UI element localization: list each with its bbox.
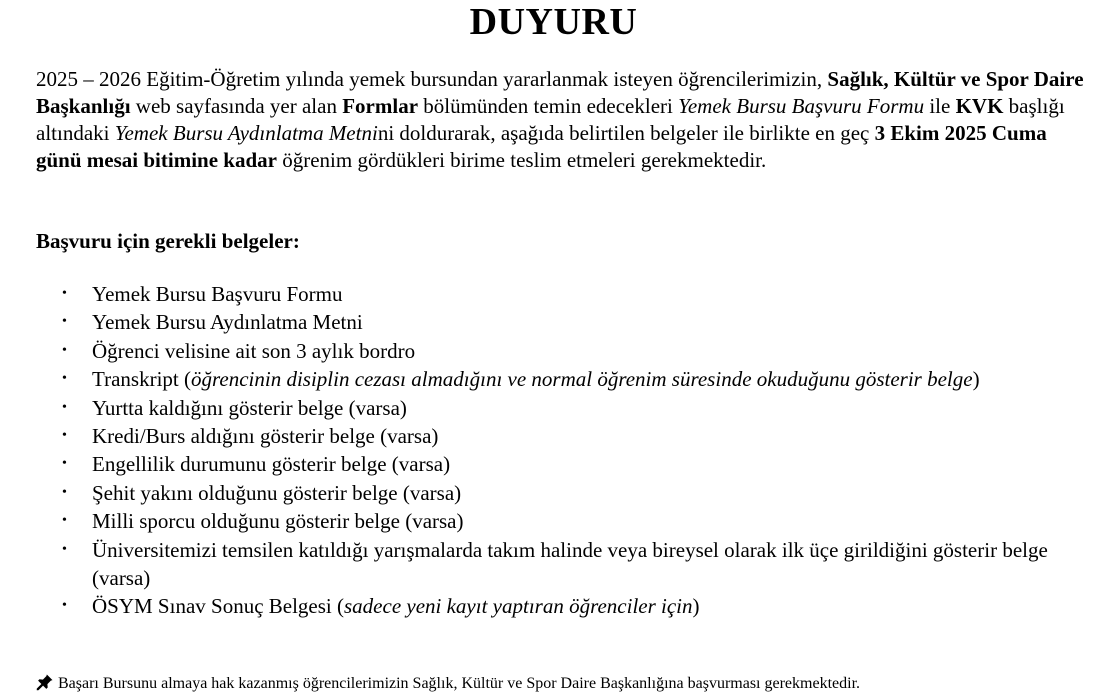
list-item-italic: öğrencinin disiplin cezası almadığını ve normal öğrenim süresinde okuduğunu gösterir belge (190, 367, 973, 392)
bullet-icon: • (62, 484, 67, 500)
bullet-icon: • (62, 314, 67, 330)
intro-text: 2025 – 2026 Eğitim-Öğretim yılında yemek bursundan yararlanmak isteyen öğrencilerimizin, (36, 67, 828, 91)
list-item (62, 592, 1097, 620)
list-item-text: Yurtta kaldığını gösterir belge (varsa) (92, 395, 407, 420)
list-item-italic: sadece yeni kayıt yaptıran öğrenciler için (344, 594, 693, 619)
list-item-text: Öğrenci velisine ait son 3 aylık bordro (92, 338, 416, 363)
bullet-icon: • (62, 399, 67, 415)
list-item-text: Milli sporcu olduğunu gösterir belge (varsa) (92, 509, 464, 534)
intro-text: ile (924, 94, 956, 118)
list-item-text: Şehit yakını olduğunu gösterir belge (varsa) (92, 480, 462, 505)
bullet-icon: • (62, 286, 67, 301)
intro-text: öğrenim gördükleri birime teslim etmeleri gerekmektedir. (276, 148, 767, 172)
intro-text: ni doldurarak, aşağıda belirtilen belgeler ile birlikte en geç (377, 121, 875, 145)
intro-text: başlığı altındaki (36, 94, 1065, 145)
list-item (62, 337, 1097, 365)
intro-text: bölümünden temin edecekleri (418, 94, 679, 118)
list-item-text: ) (692, 594, 700, 619)
intro-paragraph (36, 66, 1096, 174)
intro-italic-form-name: Yemek Bursu Başvuru Formu (678, 94, 925, 118)
list-item (62, 308, 1097, 336)
intro-bold-department: Sağlık, Kültür ve Spor Daire Başkanlığı (36, 67, 1084, 118)
list-item (62, 450, 1097, 478)
intro-bold-forms: Formlar (342, 94, 419, 118)
intro-italic-disclosure-name: Yemek Bursu Aydınlatma Metni (114, 121, 378, 145)
list-item-text: Engellilik durumunu gösterir belge (varsa) (92, 452, 451, 477)
bullet-icon: • (62, 513, 67, 529)
requirements-heading: Başvuru için gerekli belgeler: (36, 229, 300, 253)
intro-text: web sayfasında yer alan (130, 94, 343, 118)
bullet-icon: • (62, 428, 67, 444)
bullet-icon: • (62, 598, 67, 614)
list-item-text: ) (972, 367, 980, 392)
intro-bold-kvk: KVK (955, 94, 1004, 118)
list-item (62, 507, 1097, 535)
list-item-text: Kredi/Burs aldığını gösterir belge (varsa) (92, 424, 439, 449)
bullet-icon: • (62, 371, 67, 387)
list-item (62, 536, 1097, 593)
bullet-icon: • (62, 342, 67, 358)
list-item (62, 280, 1097, 308)
list-item (62, 394, 1097, 422)
list-item-text: Yemek Bursu Aydınlatma Metni (92, 310, 363, 335)
intro-bold-deadline: 3 Ekim 2025 Cuma günü mesai bitimine kadar (36, 121, 1047, 172)
list-item (62, 365, 1097, 393)
list-item-text: Üniversitemizi temsilen katıldığı yarışmalarda takım halinde veya bireysel olarak ilk üçe girildiğini gösterir belge (varsa) (92, 537, 1048, 591)
list-item-text: Transkript ( (92, 367, 191, 392)
list-item (62, 479, 1097, 507)
bullet-icon: • (62, 541, 67, 557)
list-item-text: ÖSYM Sınav Sonuç Belgesi ( (92, 594, 344, 619)
note-text: Başarı Bursunu almaya hak kazanmış öğrencilerimizin Sağlık, Kültür ve Spor Daire Başkanlığına başvurması gerekmektedir. (58, 675, 861, 692)
pushpin-icon (36, 673, 54, 691)
page-title: DUYURU (469, 1, 638, 43)
documents-list (62, 280, 1097, 621)
list-item (62, 422, 1097, 450)
list-item-text: Yemek Bursu Başvuru Formu (92, 282, 343, 306)
bullet-icon: • (62, 456, 67, 472)
scholarship-note (36, 673, 1101, 695)
